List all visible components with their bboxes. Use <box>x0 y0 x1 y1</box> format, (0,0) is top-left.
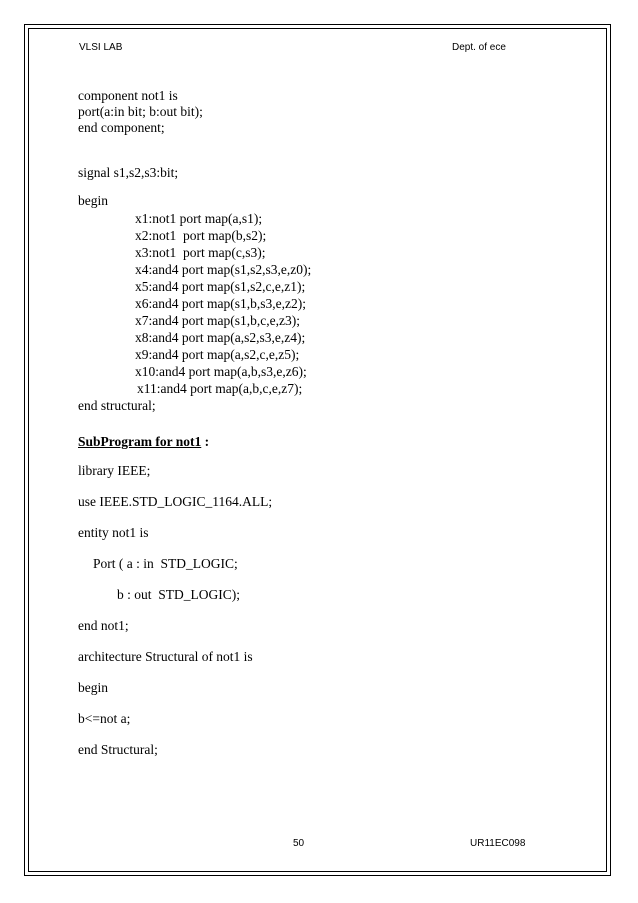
header-lab-title: VLSI LAB <box>79 42 123 53</box>
code-line: begin <box>78 193 108 208</box>
code-line: x7:and4 port map(s1,b,c,e,z3); <box>135 313 300 328</box>
code-line: signal s1,s2,s3:bit; <box>78 165 179 180</box>
code-line: x1:not1 port map(a,s1); <box>135 211 263 226</box>
footer-page-number: 50 <box>293 838 305 849</box>
code-line: entity not1 is <box>78 525 149 540</box>
header-department: Dept. of ece <box>452 42 506 53</box>
code-line: x3:not1 port map(c,s3); <box>135 245 266 260</box>
code-line: b : out STD_LOGIC); <box>117 587 240 602</box>
section-heading-text: SubProgram for not1 <box>78 434 202 449</box>
code-line: x8:and4 port map(a,s2,s3,e,z4); <box>135 330 306 345</box>
code-line: x10:and4 port map(a,b,s3,e,z6); <box>135 364 307 379</box>
code-line: end Structural; <box>78 742 158 757</box>
code-line: library IEEE; <box>78 463 151 478</box>
code-line: Port ( a : in STD_LOGIC; <box>93 556 238 571</box>
code-line: x4:and4 port map(s1,s2,s3,e,z0); <box>135 262 312 277</box>
code-line: x2:not1 port map(b,s2); <box>135 228 267 243</box>
code-line: port(a:in bit; b:out bit); <box>78 104 203 119</box>
code-line: end component; <box>78 120 165 135</box>
code-line: x9:and4 port map(a,s2,c,e,z5); <box>135 347 300 362</box>
code-line: end not1; <box>78 618 129 633</box>
code-line: x5:and4 port map(s1,s2,c,e,z1); <box>135 279 306 294</box>
code-line: begin <box>78 680 108 695</box>
code-line: end structural; <box>78 398 156 413</box>
code-line: x11:and4 port map(a,b,c,e,z7); <box>137 381 303 396</box>
code-line: b<=not a; <box>78 711 131 726</box>
code-line: use IEEE.STD_LOGIC_1164.ALL; <box>78 494 273 509</box>
section-heading-colon: : <box>201 434 210 449</box>
code-line: x6:and4 port map(s1,b,s3,e,z2); <box>135 296 306 311</box>
code-line: architecture Structural of not1 is <box>78 649 253 664</box>
section-heading <box>78 434 209 450</box>
footer-student-id: UR11EC098 <box>470 838 526 849</box>
code-line: component not1 is <box>78 88 178 103</box>
